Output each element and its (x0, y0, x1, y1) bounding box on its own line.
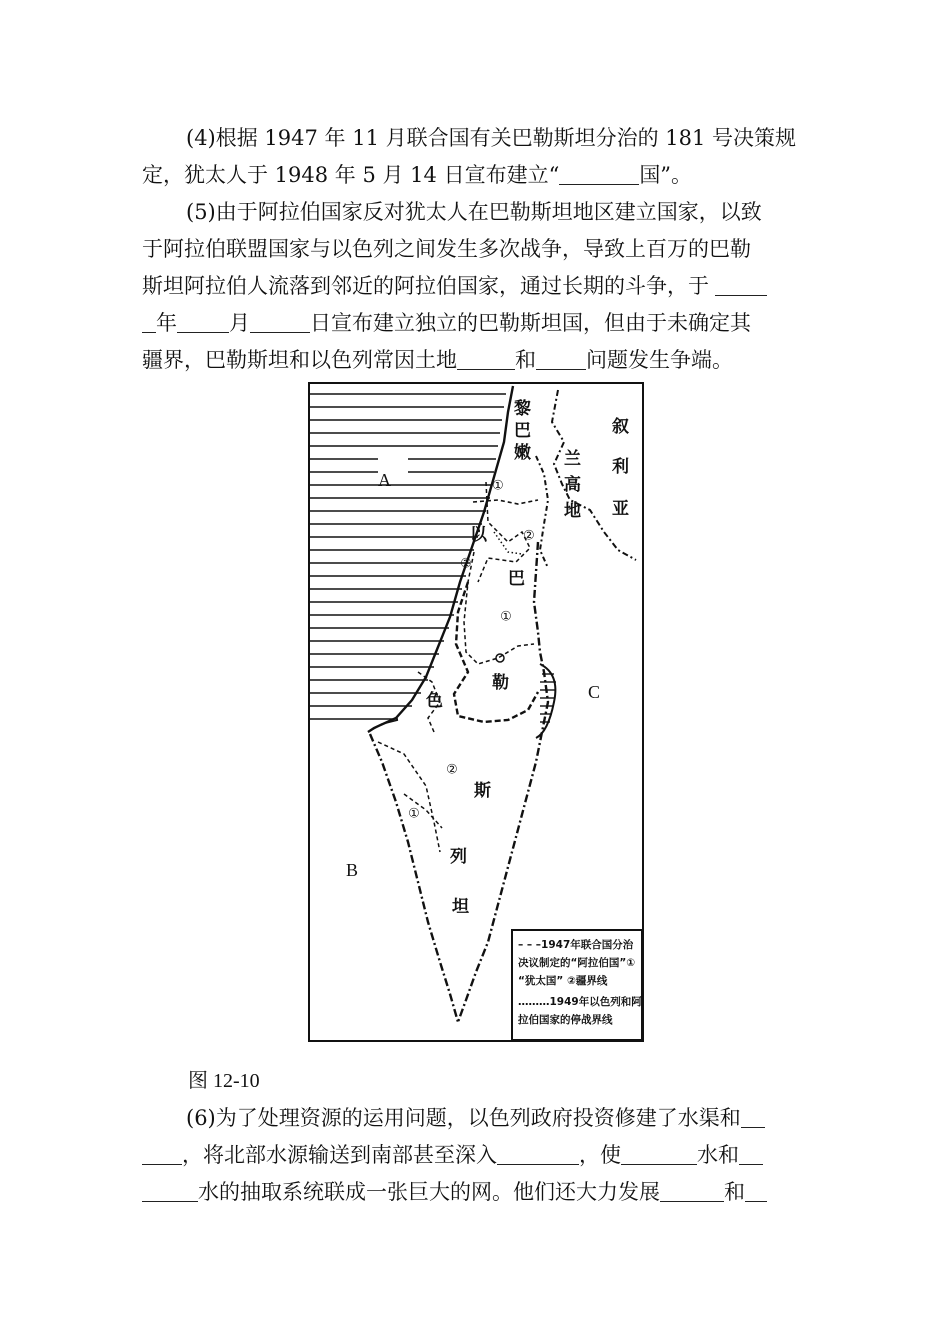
label-syria-1: 叙 (612, 417, 629, 437)
label-syria-3: 亚 (612, 499, 629, 519)
legend-line-5: 拉伯国家的停战界线 (518, 1014, 613, 1026)
answer-blank[interactable] (739, 1140, 763, 1165)
q6-text: ，将北部水源输送到南部甚至深入 (182, 1143, 497, 1167)
marker-jewish-state: ② (460, 556, 472, 572)
jerusalem-marker (496, 654, 504, 662)
legend-line-1: – – –1947年联合国分治 (518, 939, 634, 951)
answer-blank[interactable] (142, 1177, 198, 1202)
legend-line-4: ………1949年以色列和阿 (518, 996, 642, 1008)
answer-blank[interactable] (745, 1177, 767, 1202)
question-6 (142, 1100, 812, 1211)
question-4 (142, 120, 812, 194)
label-syria-2: 利 (612, 457, 629, 477)
answer-blank[interactable] (559, 160, 639, 185)
partition-line (378, 742, 440, 852)
label-palestine-4: 坦 (452, 897, 469, 917)
label-israel-1: 以 (470, 525, 487, 545)
q6-text: 水和 (697, 1143, 739, 1167)
dead-sea (536, 664, 556, 738)
label-israel-2: 色 (426, 691, 443, 711)
label-golan-4: 地 (564, 501, 581, 521)
q5-line-5 (142, 342, 812, 379)
q4-line-1: (4)根据 1947 年 11 月联合国有关巴勒斯坦分治的 181 号决策规 (186, 126, 797, 150)
q5-text: 疆界，巴勒斯坦和以色列常因土地 (142, 348, 457, 372)
answer-blank[interactable] (457, 345, 515, 370)
answer-blank[interactable] (536, 345, 586, 370)
q6-text: ，使 (579, 1143, 621, 1167)
q5-day-text: 日宣布建立独立的巴勒斯坦国，但由于未确定其 (310, 311, 751, 335)
palestine-map (308, 382, 644, 1042)
q5-line-1: (5)由于阿拉伯国家反对犹太人在巴勒斯坦地区建立国家，以致 (186, 200, 762, 224)
label-palestine-3: 斯 (474, 781, 491, 801)
answer-blank[interactable] (497, 1140, 579, 1165)
label-lebanon-1: 黎 (514, 399, 531, 419)
label-palestine-1: 巴 (508, 569, 525, 589)
q5-year: 年 (156, 311, 177, 335)
golan-border (536, 456, 548, 568)
egypt-border (370, 734, 458, 1022)
label-lebanon-2: 巴 (514, 421, 531, 441)
label-golan-3: 高 (564, 475, 581, 495)
marker-jewish-state: ② (446, 762, 458, 778)
answer-blank[interactable] (142, 1140, 182, 1165)
marker-arab-state: ① (500, 609, 512, 625)
answer-blank[interactable] (741, 1103, 765, 1128)
q5-and: 和 (515, 348, 536, 372)
label-b: B (346, 860, 359, 880)
q6-line-3 (142, 1174, 812, 1211)
q6-text: (6)为了处理资源的运用问题，以色列政府投资修建了水渠和 (186, 1106, 741, 1130)
q6-text: 水的抽取系统联成一张巨大的网。他们还大力发展 (198, 1180, 660, 1204)
q6-line-1 (142, 1100, 812, 1137)
marker-arab-state: ① (408, 806, 420, 822)
q5-line-2: 于阿拉伯联盟国家与以色列之间发生多次战争，导致上百万的巴勒 (142, 237, 751, 261)
sinai-coast (368, 720, 398, 732)
answer-blank[interactable] (250, 308, 310, 333)
answer-blank[interactable] (715, 271, 767, 296)
q5-line-3 (142, 268, 812, 305)
answer-blank[interactable] (621, 1140, 697, 1165)
lebanon-border (473, 500, 538, 504)
answer-blank[interactable] (177, 308, 229, 333)
label-lebanon-3: 嫩 (514, 443, 531, 463)
sea-hatching (310, 394, 506, 719)
q6-line-2 (142, 1137, 812, 1174)
q6-and: 和 (724, 1180, 745, 1204)
figure-caption: 图 12-10 (188, 1070, 260, 1092)
q5-line-4 (142, 305, 812, 342)
label-golan-2: 兰 (564, 449, 581, 469)
marker-arab-state: ① (492, 478, 504, 494)
q4-text-end: 国”。 (639, 163, 693, 187)
q4-line-2 (142, 157, 812, 194)
q4-text: 定，犹太人于 1948 年 5 月 14 日宣布建立“ (142, 163, 560, 187)
answer-blank[interactable] (142, 308, 156, 333)
label-c: C (588, 682, 601, 702)
q5-text: 斯坦阿拉伯人流落到邻近的阿拉伯国家，通过长期的斗争，于 (142, 274, 709, 298)
label-israel-3: 列 (450, 847, 467, 867)
q5-text-end: 问题发生争端。 (586, 348, 733, 372)
label-a: A (378, 470, 391, 490)
legend-line-2: 决议制定的“阿拉伯国”① (518, 957, 636, 969)
marker-jewish-state: ② (523, 528, 535, 544)
q5-month: 月 (229, 311, 250, 335)
question-5 (142, 194, 812, 379)
answer-blank[interactable] (660, 1177, 724, 1202)
label-palestine-2: 勒 (492, 673, 509, 693)
legend-line-3: “犹太国” ②疆界线 (518, 975, 608, 987)
